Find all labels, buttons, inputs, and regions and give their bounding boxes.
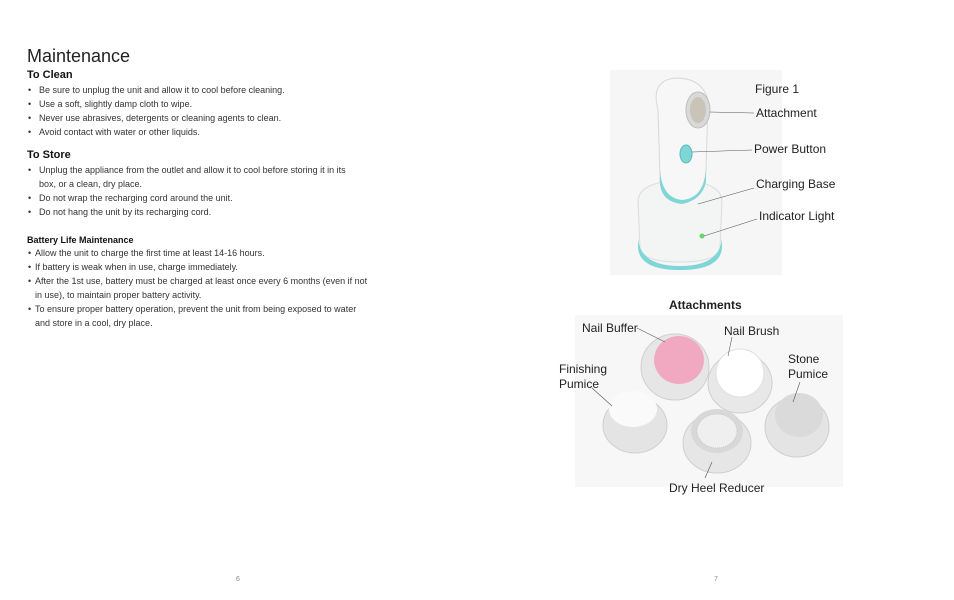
label-charging-base: Charging Base [756, 177, 836, 191]
list-item: • Do not wrap the recharging cord around the unit. [27, 191, 362, 205]
list-item: • Do not hang the unit by its recharging cord. [27, 205, 362, 219]
label-nail-buffer: Nail Buffer [582, 321, 638, 335]
label-attachment: Attachment [756, 106, 817, 120]
page-title: Maintenance [27, 46, 131, 66]
list-item: • Allow the unit to charge the first time at least 14-16 hours. [27, 246, 372, 260]
to-store-heading: To Store [27, 149, 71, 161]
list-item: • To ensure proper battery operation, prevent the unit from being exposed to water and store in a cool, dry place. [27, 302, 372, 330]
label-nail-brush: Nail Brush [724, 324, 780, 338]
page-number-left: 6 [236, 576, 240, 583]
label-power-button: Power Button [754, 142, 827, 156]
list-item: • Never use abrasives, detergents or cleaning agents to clean. [27, 111, 367, 125]
list-item: • If battery is weak when in use, charge immediately. [27, 260, 372, 274]
list-item: • Avoid contact with water or other liquids. [27, 125, 367, 139]
label-stone-pumice: Stone Pumice [788, 352, 829, 381]
list-item: • After the 1st use, battery must be charged at least once every 6 months (even if not in use), to maintain proper battery activity. [27, 274, 372, 302]
label-indicator-light: Indicator Light [759, 209, 835, 223]
label-finishing-pumice: Finishing Pumice [559, 362, 608, 391]
attachments-title: Attachments [669, 298, 742, 312]
label-dry-heel-reducer: Dry Heel Reducer [669, 481, 765, 495]
to-clean-heading: To Clean [27, 69, 73, 81]
figure-1-title: Figure 1 [755, 82, 800, 96]
list-item: • Unplug the appliance from the outlet and allow it to cool before storing it in its box, or a clean, dry place. [27, 163, 362, 191]
battery-heading: Battery Life Maintenance [27, 235, 134, 245]
list-item: • Be sure to unplug the unit and allow it to cool before cleaning. [27, 83, 367, 97]
list-item: • Use a soft, slightly damp cloth to wipe. [27, 97, 367, 111]
page-number-right: 7 [714, 576, 718, 583]
